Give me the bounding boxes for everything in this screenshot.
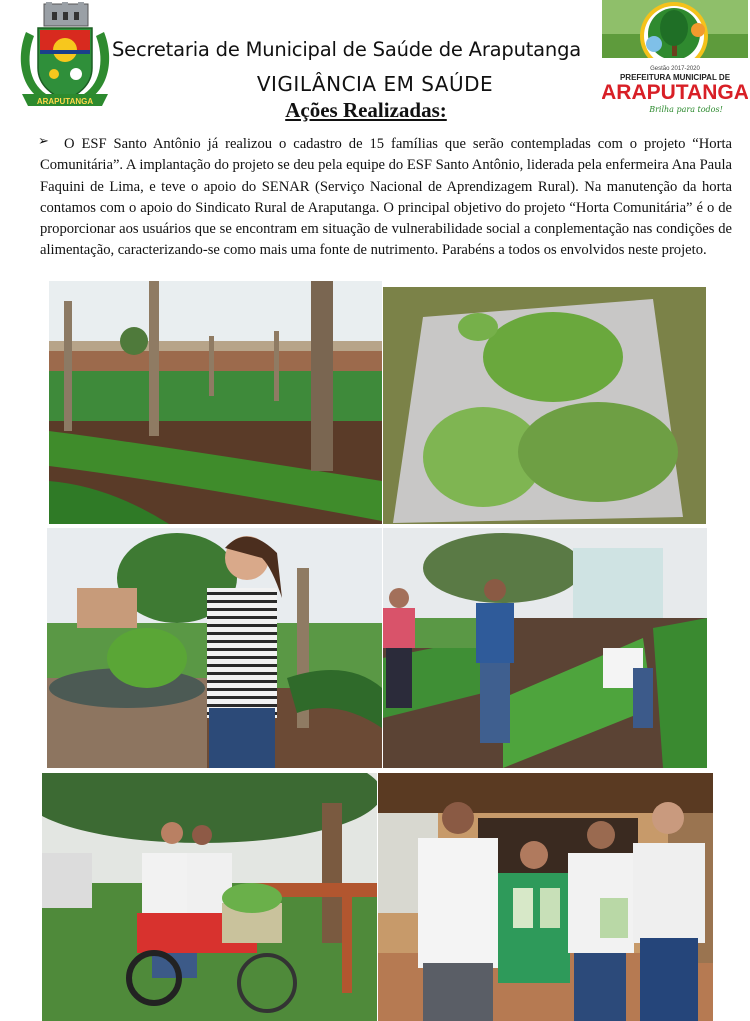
section-heading: Ações Realizadas: bbox=[285, 98, 447, 122]
photo-group-with-bags bbox=[378, 773, 713, 1021]
coat-ribbon-text: ARAPUTANGA bbox=[36, 97, 94, 106]
photo-garden-rows bbox=[49, 281, 382, 524]
header-title: Secretaria de Municipal de Saúde de Araputanga bbox=[112, 38, 582, 61]
photo-woman-holding-lettuce bbox=[47, 528, 382, 768]
photo-lettuce-on-cloth bbox=[383, 287, 706, 524]
body-text bbox=[40, 134, 732, 262]
bullet-arrow-icon: ➢ bbox=[38, 134, 49, 149]
logo-city: ARAPUTANGA bbox=[602, 81, 748, 104]
project-description: O ESF Santo Antônio já realizou o cadastro de 15 famílias que serão contempladas com o projeto “Horta Comunitária”. A implantação do projeto se deu pela equipe do ESF Santo Antônio, liderada pela enfermeira Ana Paula Faquini de Lima, e teve o apoio do SENAR (Serviço Nacional de Aprendizagem Rural). Na manutenção da horta contamos com o apoio do Sindicato Rural de Araputanga. O principal objetivo do projeto “Horta Comunitária” é o de proporcionar aos usuários que se encontram em situação de vulnerabilidade social a conplementação nas condições de alimentação, caracterizando-se como mais uma fonte de nutrimento. Parabéns a todos os envolvidos neste projeto. bbox=[40, 136, 732, 259]
logo-slogan: Brilha para todos! bbox=[649, 105, 723, 114]
header-subtitle: VIGILÂNCIA EM SAÚDE bbox=[256, 72, 494, 96]
photo-women-on-motorcycle bbox=[42, 773, 377, 1021]
logo-line1: PREFEITURA MUNICIPAL DE bbox=[619, 73, 731, 82]
logo-years: Gestão 2017-2020 bbox=[650, 66, 700, 72]
photo-people-in-garden bbox=[383, 528, 707, 768]
